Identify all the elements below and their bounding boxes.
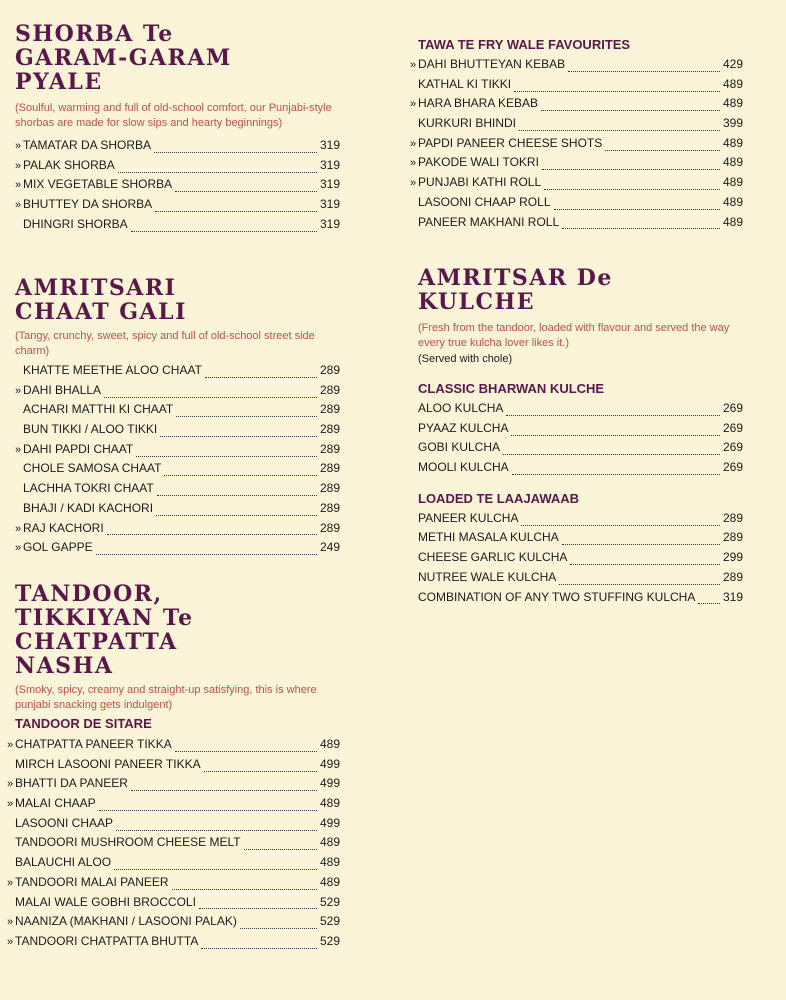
menu-item <box>418 509 743 529</box>
menu-list <box>15 361 340 558</box>
section-note: (Served with chole) <box>418 353 513 365</box>
item-name: MALAI WALE GOBHI BROCCOLI <box>15 894 196 909</box>
section-chaat <box>15 276 340 558</box>
dot-leader <box>118 163 317 173</box>
title-line: AMRITSAR De <box>418 265 613 291</box>
item-price: 289 <box>319 382 340 397</box>
menu-item <box>15 440 340 460</box>
item-name: PANEER KULCHA <box>418 510 519 525</box>
menu-item <box>15 215 340 235</box>
section-title <box>15 276 340 324</box>
menu-item <box>7 774 340 794</box>
bullet-mark: » <box>7 935 14 948</box>
menu-item <box>418 399 743 419</box>
dot-leader <box>204 762 317 772</box>
item-name: CHATPATTA PANEER TIKKA <box>15 737 172 751</box>
item-price: 319 <box>319 197 340 212</box>
item-name: RAJ KACHORI <box>23 520 104 535</box>
bullet-mark: » <box>15 384 22 397</box>
dot-leader <box>554 200 720 210</box>
item-name: PYAAZ KULCHA <box>418 420 509 435</box>
dot-leader <box>562 219 720 229</box>
item-price: 489 <box>722 214 743 229</box>
item-name: BHATTI DA PANEER <box>15 776 128 791</box>
item-name: ALOO KULCHA <box>418 401 504 415</box>
dot-leader <box>570 555 720 565</box>
dot-leader <box>164 466 316 476</box>
item-name: MIRCH LASOONI PANEER TIKKA <box>15 756 201 771</box>
dot-leader <box>205 368 317 378</box>
menu-item <box>7 794 340 814</box>
item-price: 289 <box>722 569 743 584</box>
dot-leader <box>157 486 317 496</box>
item-price: 269 <box>722 460 743 475</box>
menu-item <box>418 458 743 478</box>
bullet-mark: » <box>15 179 22 192</box>
item-name: LASOONI CHAAP ROLL <box>418 194 551 209</box>
section-description: (Tangy, crunchy, sweet, spicy and full of old-school street side charm) <box>15 330 315 357</box>
item-name: PAPDI PANEER CHEESE SHOTS <box>418 135 603 150</box>
menu-list <box>410 55 743 232</box>
item-price: 289 <box>319 441 340 456</box>
menu-item <box>15 195 340 215</box>
item-price: 269 <box>722 440 743 455</box>
title-line: GARAM-GARAM <box>15 45 232 71</box>
item-name: HARA BHARA KEBAB <box>418 96 539 111</box>
dot-leader <box>99 801 317 811</box>
item-name: GOL GAPPE <box>23 540 93 555</box>
item-name: KHATTE MEETHE ALOO CHAAT <box>23 363 202 377</box>
menu-list <box>418 509 743 607</box>
menu-item <box>410 153 743 173</box>
dot-leader <box>155 202 317 212</box>
item-price: 489 <box>319 835 340 850</box>
section-title <box>418 266 743 314</box>
dot-leader <box>154 143 317 153</box>
item-price: 489 <box>722 135 743 150</box>
section-description: (Fresh from the tandoor, loaded with flavour and served the way every true kulcha lover likes it.) <box>418 322 730 349</box>
bullet-mark: » <box>15 140 22 152</box>
dot-leader <box>201 939 317 949</box>
item-name: TANDOORI MUSHROOM CHEESE MELT <box>15 835 241 850</box>
dot-leader <box>244 840 317 850</box>
item-price: 319 <box>319 138 340 152</box>
item-price: 429 <box>722 57 743 71</box>
menu-item <box>410 173 743 193</box>
bullet-mark: » <box>15 443 22 456</box>
menu-item <box>410 55 743 75</box>
dot-leader <box>544 180 720 190</box>
item-price: 299 <box>722 550 743 565</box>
title-line: NASHA <box>15 653 114 679</box>
item-name: LACHHA TOKRI CHAAT <box>23 481 154 496</box>
menu-item <box>15 853 340 873</box>
item-price: 489 <box>319 737 340 751</box>
dot-leader <box>156 506 317 516</box>
item-price: 499 <box>319 815 340 830</box>
item-name: KATHAL KI TIKKI <box>418 76 512 91</box>
menu-item <box>15 136 340 156</box>
item-price: 489 <box>722 175 743 190</box>
section-tawa <box>410 37 743 232</box>
item-name: DAHI BHUTTEYAN KEBAB <box>418 57 566 71</box>
item-price: 289 <box>319 500 340 515</box>
item-name: TANDOORI CHATPATTA BHUTTA <box>15 933 199 948</box>
item-name: PALAK SHORBA <box>23 157 115 172</box>
dot-leader <box>541 101 720 111</box>
item-name: NAANIZA (MAKHANI / LASOONI PALAK) <box>15 914 237 929</box>
menu-item <box>418 528 743 548</box>
bullet-mark: » <box>7 916 14 929</box>
title-line: PYALE <box>15 69 103 95</box>
dot-leader <box>96 545 317 555</box>
item-price: 289 <box>319 481 340 496</box>
item-name: MALAI CHAAP <box>15 796 96 811</box>
menu-item <box>418 213 743 233</box>
item-name: GOBI KULCHA <box>418 440 501 455</box>
item-price: 289 <box>319 520 340 535</box>
section-shorba <box>15 22 340 234</box>
dot-leader <box>506 406 720 416</box>
item-price: 489 <box>722 155 743 170</box>
item-price: 289 <box>319 422 340 437</box>
bullet-mark: » <box>7 798 14 811</box>
subsection-heading: TAWA TE FRY WALE FAVOURITES <box>418 37 631 52</box>
dot-leader <box>512 465 720 475</box>
dot-leader <box>131 781 317 791</box>
item-name: MIX VEGETABLE SHORBA <box>23 177 173 192</box>
menu-list <box>15 136 340 234</box>
title-line: CHATPATTA <box>15 629 178 655</box>
menu-item <box>410 94 743 114</box>
menu-item <box>15 538 340 558</box>
item-price: 399 <box>722 116 743 131</box>
item-name: PAKODE WALI TOKRI <box>418 155 539 170</box>
item-price: 289 <box>319 461 340 476</box>
dot-leader <box>511 426 720 436</box>
dot-leader <box>131 222 317 232</box>
item-name: METHI MASALA KULCHA <box>418 530 559 545</box>
title-line: SHORBA Te <box>15 21 174 47</box>
menu-item <box>418 568 743 588</box>
item-name: BUN TIKKI / ALOO TIKKI <box>23 422 158 437</box>
dot-leader <box>160 427 317 437</box>
item-price: 289 <box>722 530 743 545</box>
bullet-mark: » <box>410 177 417 190</box>
bullet-mark: » <box>410 98 417 111</box>
dot-leader <box>605 141 720 151</box>
dot-leader <box>521 516 719 526</box>
menu-item <box>15 361 340 381</box>
menu-item <box>15 755 340 775</box>
bullet-mark: » <box>7 876 14 889</box>
item-price: 499 <box>319 756 340 771</box>
menu-list <box>7 735 340 952</box>
item-price: 319 <box>722 589 743 604</box>
menu-item <box>15 156 340 176</box>
menu-item <box>15 814 340 834</box>
item-price: 489 <box>722 76 743 91</box>
item-price: 249 <box>319 540 340 555</box>
item-name: MOOLI KULCHA <box>418 460 509 475</box>
bullet-mark: » <box>410 137 417 150</box>
item-name: COMBINATION OF ANY TWO STUFFING KULCHA <box>418 589 696 604</box>
menu-item <box>418 438 743 458</box>
item-price: 269 <box>722 420 743 435</box>
item-price: 289 <box>722 510 743 525</box>
item-name: LASOONI CHAAP <box>15 815 114 830</box>
bullet-mark: » <box>7 778 14 791</box>
section-tandoor <box>7 581 340 952</box>
section-description: (Soulful, warming and full of old-school comfort, our Punjabi-style shorbas are made for slow sips and hearty beginnings) <box>15 102 332 129</box>
dot-leader <box>176 407 317 417</box>
dot-leader <box>136 447 317 457</box>
menu-list <box>418 399 743 478</box>
title-line: TANDOOR, <box>15 581 163 607</box>
item-name: DAHI PAPDI CHAAT <box>23 441 134 456</box>
section-title <box>15 22 340 94</box>
item-price: 489 <box>722 96 743 111</box>
item-name: BALAUCHI ALOO <box>15 855 112 870</box>
menu-item <box>15 479 340 499</box>
menu-item <box>15 420 340 440</box>
bullet-mark: » <box>7 739 14 751</box>
menu-item <box>15 175 340 195</box>
title-line: TIKKIYAN Te <box>15 605 194 631</box>
menu-item <box>15 893 340 913</box>
item-price: 499 <box>319 776 340 791</box>
menu-item <box>15 833 340 853</box>
menu-item <box>15 519 340 539</box>
item-name: CHOLE SAMOSA CHAAT <box>23 461 162 476</box>
item-name: TAMATAR DA SHORBA <box>23 138 152 152</box>
dot-leader <box>568 62 720 72</box>
dot-leader <box>199 899 317 909</box>
menu-item <box>418 193 743 213</box>
menu-item <box>15 400 340 420</box>
dot-leader <box>559 575 720 585</box>
dot-leader <box>114 860 317 870</box>
bullet-mark: » <box>410 59 417 71</box>
item-name: DHINGRI SHORBA <box>23 216 128 231</box>
item-name: CHEESE GARLIC KULCHA <box>418 550 568 565</box>
bullet-mark: » <box>15 542 22 555</box>
dot-leader <box>175 182 317 192</box>
dot-leader <box>107 525 317 535</box>
menu-item <box>410 134 743 154</box>
menu-item <box>418 548 743 568</box>
bullet-mark: » <box>410 157 417 170</box>
menu-item <box>7 735 340 755</box>
item-price: 529 <box>319 933 340 948</box>
dot-leader <box>514 82 720 92</box>
bullet-mark: » <box>15 199 22 212</box>
item-name: TANDOORI MALAI PANEER <box>15 874 169 889</box>
dot-leader <box>104 388 317 398</box>
subsection-heading: LOADED TE LAAJAWAAB <box>418 490 580 506</box>
section-description: (Smoky, spicy, creamy and straight-up satisfying, this is where punjabi snacking gets indulgent) <box>15 684 317 711</box>
bullet-mark: » <box>15 159 22 172</box>
bullet-mark: » <box>15 522 22 535</box>
dot-leader <box>175 742 317 752</box>
section-title <box>15 582 340 678</box>
item-name: ACHARI MATTHI KI CHAAT <box>23 402 174 417</box>
menu-item <box>7 912 340 932</box>
dot-leader <box>503 445 720 455</box>
item-name: BHAJI / KADI KACHORI <box>23 500 154 515</box>
item-name: DAHI BHALLA <box>23 382 102 397</box>
dot-leader <box>116 821 317 831</box>
item-price: 319 <box>319 177 340 192</box>
item-price: 489 <box>722 194 743 209</box>
menu-item <box>15 381 340 401</box>
item-price: 489 <box>319 796 340 811</box>
item-name: NUTREE WALE KULCHA <box>418 569 557 584</box>
item-name: KURKURI BHINDI <box>418 116 517 131</box>
menu-item <box>7 873 340 893</box>
item-price: 289 <box>319 363 340 377</box>
menu-item <box>418 75 743 95</box>
item-price: 319 <box>319 216 340 231</box>
title-line: AMRITSARI <box>15 275 177 301</box>
item-price: 319 <box>319 157 340 172</box>
title-line: CHAAT GALI <box>15 299 187 325</box>
dot-leader <box>172 880 317 890</box>
dot-leader <box>519 121 720 131</box>
item-price: 529 <box>319 914 340 929</box>
item-price: 289 <box>319 402 340 417</box>
title-line: KULCHE <box>418 289 536 315</box>
item-name: PUNJABI KATHI ROLL <box>418 175 542 190</box>
item-price: 489 <box>319 855 340 870</box>
dot-leader <box>698 594 720 604</box>
menu-item <box>418 419 743 439</box>
dot-leader <box>562 535 720 545</box>
menu-item <box>418 588 743 608</box>
item-name: PANEER MAKHANI ROLL <box>418 214 560 229</box>
dot-leader <box>542 160 720 170</box>
subsection-heading: CLASSIC BHARWAN KULCHE <box>418 381 605 396</box>
menu-item <box>7 932 340 952</box>
item-price: 489 <box>319 874 340 889</box>
item-name: BHUTTEY DA SHORBA <box>23 197 153 212</box>
menu-item <box>418 114 743 134</box>
section-kulche <box>418 266 743 607</box>
item-price: 529 <box>319 894 340 909</box>
dot-leader <box>240 919 317 929</box>
subsection-heading: TANDOOR DE SITARE <box>15 716 152 731</box>
item-price: 269 <box>722 401 743 415</box>
menu-item <box>15 499 340 519</box>
menu-item <box>15 459 340 479</box>
